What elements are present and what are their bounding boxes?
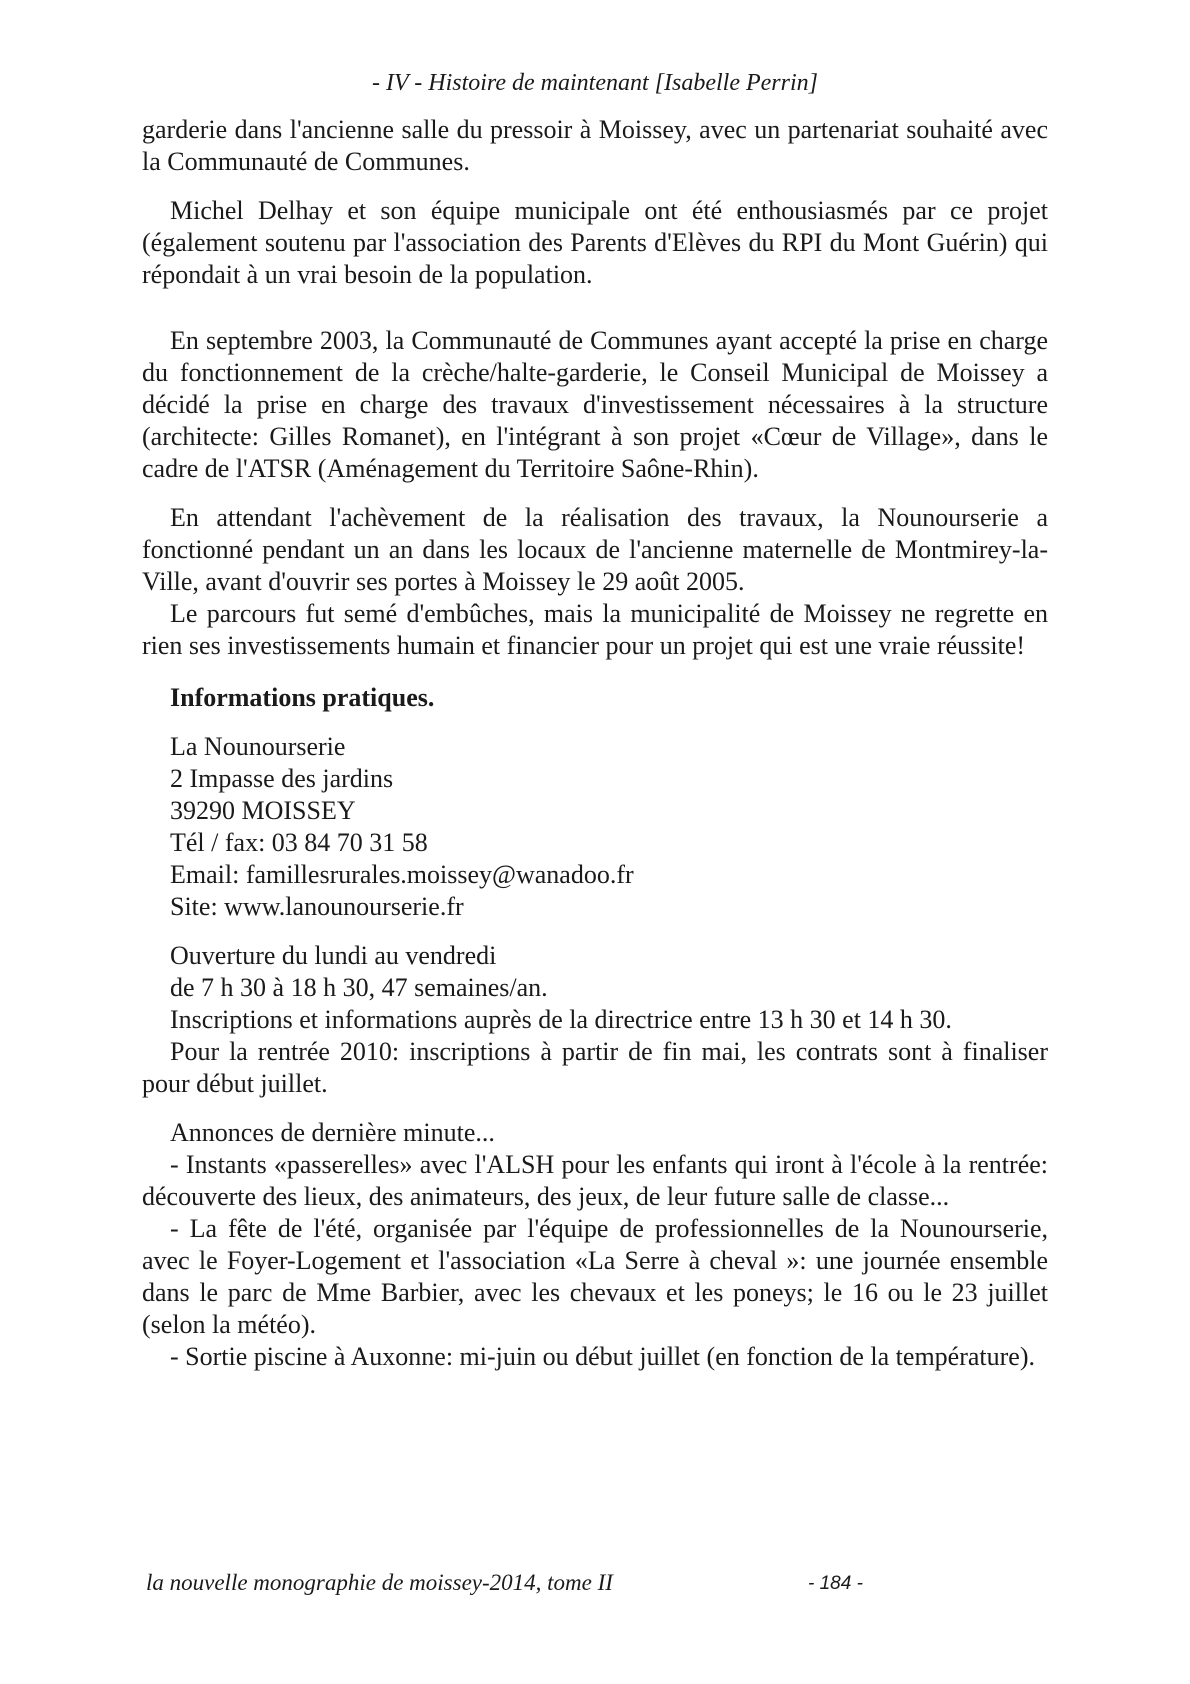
opening-hours: de 7 h 30 à 18 h 30, 47 semaines/an. <box>170 973 548 1002</box>
announcements-block <box>142 1117 1048 1373</box>
announcements-title: Annonces de dernière minute... <box>170 1118 495 1147</box>
rentree-info: Pour la rentrée 2010: inscriptions à partir de fin mai, les contrats sont à finaliser pour début juillet. <box>142 1037 1048 1098</box>
announcement-item: - Sortie piscine à Auxonne: mi-juin ou début juillet (en fonction de la température). <box>170 1342 1035 1371</box>
paragraph-continuation: garderie dans l'ancienne salle du pressoir à Moissey, avec un partenariat souhaité avec la Communauté de Communes. <box>142 115 1048 176</box>
announcement-item: - La fête de l'été, organisée par l'équipe de professionnelles de la Nounourserie, avec le Foyer-Logement et l'association «La Serre à cheval »: une journée ensemble dans le parc de Mme Barbier, avec les chevaux et les poneys; le 16 ou le 23 juillet (selon la météo). <box>142 1214 1048 1339</box>
footer-title: la nouvelle monographie de moissey-2014, tome II <box>146 1570 613 1595</box>
page-body <box>142 114 1048 1373</box>
opening-days: Ouverture du lundi au vendredi <box>170 941 497 970</box>
contact-site: Site: www.lanounourserie.fr <box>170 892 464 921</box>
announcement-item: - Instants «passerelles» avec l'ALSH pour les enfants qui iront à l'école à la rentrée: découverte des lieux, des animateurs, des jeux, de leur future salle de classe... <box>142 1150 1048 1211</box>
address-street: 2 Impasse des jardins <box>170 764 394 793</box>
running-header: - IV - Histoire de maintenant [Isabelle Perrin] <box>372 70 818 96</box>
paragraph-septembre-2003: En septembre 2003, la Communauté de Communes ayant accepté la prise en charge du fonctionnement de la crèche/halte-garderie, le Conseil Municipal de Moissey a décidé la prise en charge des travaux d'investissement nécessaires à la structure (architecte: Gilles Romanet), en l'intégrant à son projet «Cœur de Village», dans le cadre de l'ATSR (Aménagement du Territoire Saône-Rhin). <box>142 326 1048 483</box>
contact-phone: Tél / fax: 03 84 70 31 58 <box>170 828 428 857</box>
contact-email: Email: famillesrurales.moissey@wanadoo.fr <box>170 860 634 889</box>
address-block <box>142 731 1048 923</box>
opening-hours-block <box>142 940 1048 1100</box>
inscriptions-info: Inscriptions et informations auprès de la directrice entre 13 h 30 et 14 h 30. <box>170 1005 952 1034</box>
section-heading-informations: Informations pratiques. <box>170 683 435 712</box>
page-number: - 184 - <box>808 1573 863 1594</box>
paragraph-parcours: Le parcours fut semé d'embûches, mais la municipalité de Moissey ne regrette en rien ses investissements humain et financier pour un projet qui est une vraie réussite! <box>142 599 1048 660</box>
address-name: La Nounourserie <box>170 732 346 761</box>
paragraph-achevement: En attendant l'achèvement de la réalisation des travaux, la Nounourserie a fonctionné pendant un an dans les locaux de l'ancienne maternelle de Montmirey-la-Ville, avant d'ouvrir ses portes à Moissey le 29 août 2005. <box>142 503 1048 596</box>
address-city: 39290 MOISSEY <box>170 796 356 825</box>
paragraph-delhay: Michel Delhay et son équipe municipale ont été enthousiasmés par ce projet (également soutenu par l'association des Parents d'Elèves du RPI du Mont Guérin) qui répondait à un vrai besoin de la population. <box>142 196 1048 289</box>
